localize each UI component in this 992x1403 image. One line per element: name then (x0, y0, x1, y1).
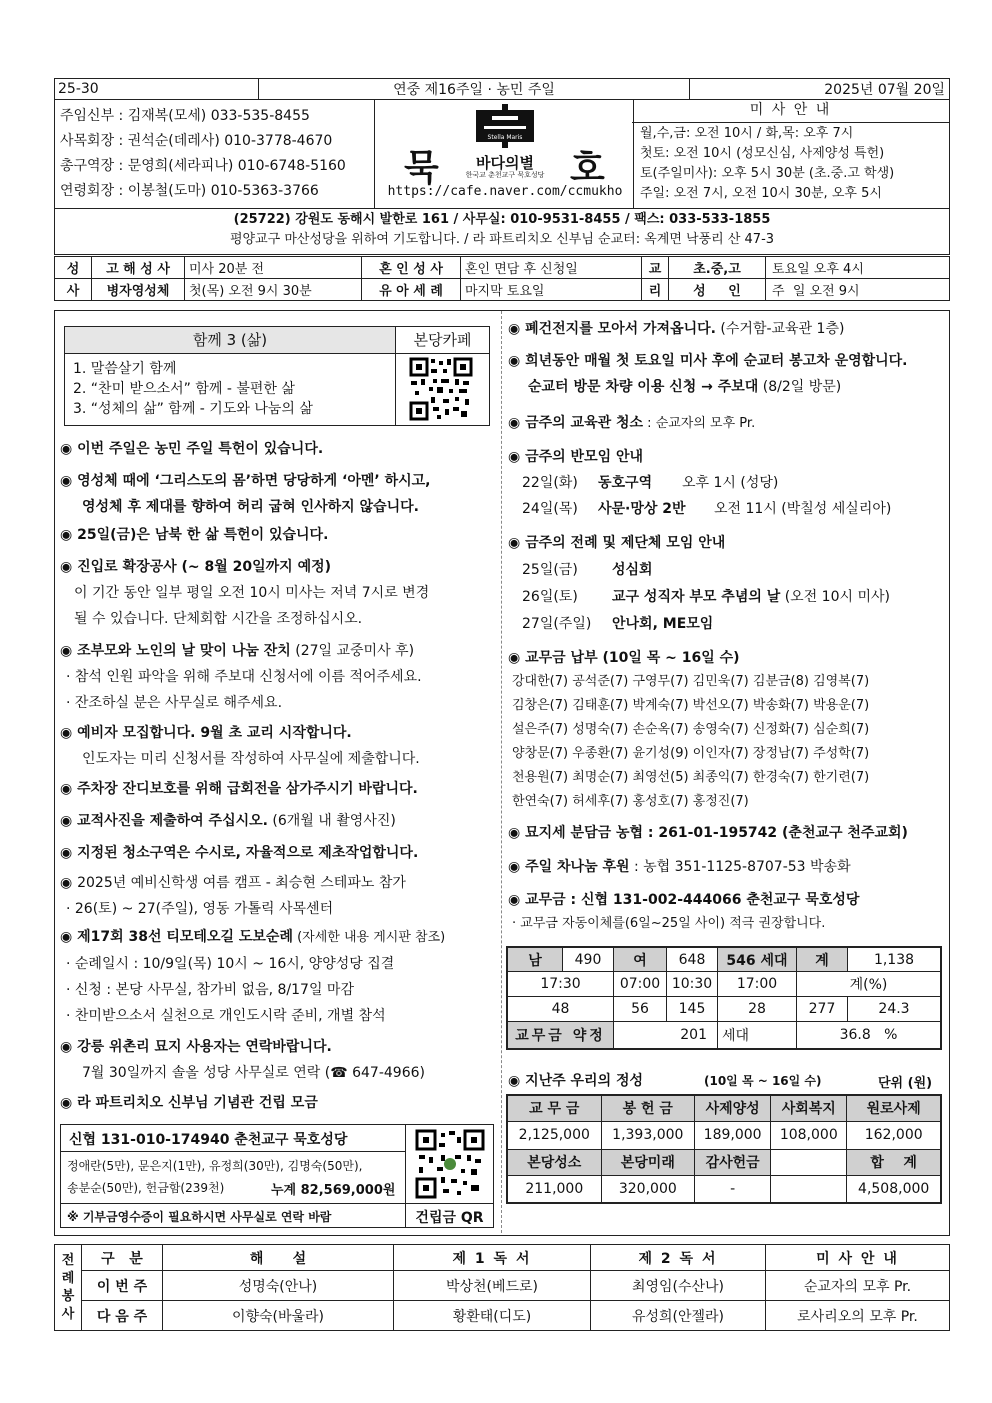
offering-value: 162,000 (847, 1121, 941, 1149)
liturgy-service-table (54, 1244, 950, 1331)
notice-item: ◉ 지정된 청소구역은 수시로, 자율적으로 제초작업합니다. (60, 845, 419, 861)
mass-line-weekday: 월,수,금: 오전 10시 / 화,목: 오후 7시 (640, 126, 854, 141)
header-bar (54, 78, 950, 100)
mass-count: 48 (507, 997, 614, 1022)
parish-logo (380, 104, 628, 204)
notice-item: ◉ 라 파트리치오 신부님 기념관 건립 모금 (60, 1095, 318, 1111)
sacrament-side: 성 (55, 257, 92, 279)
offering-header: 사제양성 (695, 1095, 771, 1121)
notice-item: ◉ 폐건전지를 모아서 가져옵니다. (수거함-교육관 1층) (508, 321, 845, 337)
mass-title: 미 사 안 내 (749, 102, 832, 118)
notice-item: ◉ 묘지세 분담금 농협 : 261-01-195742 (춘천교구 천주교회) (508, 825, 908, 841)
mass-title-box (632, 100, 949, 123)
service-reader-2: 최영임(수산나) (591, 1271, 766, 1301)
offering-value: 108,000 (771, 1121, 847, 1149)
address-line: (25722) 강원도 동해시 발한로 161 / 사무실: 010-9531-8455 / 팩스: 033-533-1855 (233, 212, 771, 227)
sick-communion-label: 병자영성체 (92, 279, 185, 301)
sacrament-table (54, 256, 950, 301)
staff-district-head: 총구역장 : 문영희(세라피나) 010-6748-5160 (60, 158, 346, 174)
service-mass-group: 순교자의 모후 Pr. (766, 1271, 950, 1301)
youth-value: 토요일 오후 4시 (766, 257, 950, 279)
church-emblem-icon (472, 104, 538, 148)
adult-value: 주 일 오전 9시 (766, 279, 950, 301)
logo-brand: 바다의별 (476, 154, 534, 172)
offering-value: 211,000 (507, 1175, 601, 1203)
stat-total-label: 계 (797, 947, 848, 972)
fund-qr-code-icon[interactable] (415, 1129, 485, 1199)
notice-item: ◉ 금주의 반모임 안내 22일(화) 동호구역 오후 1시 (성당) 24일(목) 사문·망상 2반 오전 11시 (박칠성 세실리아) (508, 449, 892, 517)
offering-total-label: 합 계 (847, 1149, 941, 1175)
offering-total: 4,508,000 (847, 1175, 941, 1203)
offering-header: 교 무 금 (507, 1095, 601, 1121)
notice-item: ◉ 예비자 모집합니다. 9월 초 교리 시작합니다. 인도자는 미리 신청서를 작성하여 사무실에 제출합니다. (60, 725, 420, 767)
offering-header: 원로사제 (847, 1095, 941, 1121)
svg-text:Stella Maris: Stella Maris (487, 134, 523, 141)
mass-time: 10:30 (667, 972, 718, 997)
service-mass-group: 로사리오의 모후 Pr. (766, 1301, 950, 1331)
address-box (54, 208, 950, 255)
staff-funeral-head: 연령회장 : 이봉철(도마) 010-5363-3766 (60, 183, 319, 199)
confession-value: 미사 20분 전 (185, 257, 362, 279)
cafe-qr-label: 본당카페 (396, 327, 489, 354)
attendance-table (506, 946, 942, 1050)
mass-count: 56 (614, 997, 667, 1022)
sacrament-side-2: 사 (55, 279, 92, 301)
together-item: 1. 말씀살기 함께 (73, 361, 177, 377)
notice-item: ◉ 희년동안 매월 첫 토요일 미사 후에 순교터 봉고차 운영합니다. 순교터 방문 차량 이용 신청 → 주보대 (8/2일 방문) (508, 353, 908, 395)
notice-item: ◉ 이번 주일은 농민 주일 특헌이 있습니다. (60, 441, 324, 457)
mass-count-total: 277 (797, 997, 848, 1022)
logo-brand-sub: 한국교 춘천교구 묵호성당 (465, 171, 545, 179)
stat-male: 490 (563, 947, 614, 972)
notice-item: ◉ 교무금 납부 (10일 목 ~ 16일 수) 강대한(7) 공석준(7) 구영무(7) 김민욱(7) 김분금(8) 김영복(7) 김창은(7) 김태훈(7) 박계숙(7) 박선오(7) 박송화(7) 박용운(7) 설은주(7) 성명숙(7) 손순옥(7) 송영숙(7) 신정화(7) 심순희(7) 양창문(7) 우종환(7) 윤기성(9) 이인자(7) 장정남(7) 주성학(7) 천용원(7) 최명순(7) 최영선(5) 최종익(7) 한경숙(7) 한기련(7) 한연숙(7) 허세후(7) 홍성호(7) 홍정진(7) (508, 650, 870, 809)
mass-time: 17:00 (718, 972, 797, 997)
fund-donors-1: 정애란(5만), 문은지(1만), 유정희(30만), 김명숙(50만), (67, 1159, 363, 1173)
stat-female-label: 여 (614, 947, 667, 972)
mass-line-first-sat: 첫토: 오전 10시 (성모신심, 사제양성 특헌) (640, 146, 885, 161)
notice-item: ◉ 주일 차나눔 후원 : 농협 351-1125-8707-53 박송화 (508, 859, 851, 875)
notice-item: ◉ 영성체 때에 ‘그리스도의 몸’하면 당당하게 ‘아멘’ 하시고, 영성체 후 제대를 향하여 허리 굽혀 인사하지 않습니다. (60, 473, 431, 515)
together-box (64, 326, 490, 426)
marriage-label: 혼 인 성 사 (362, 257, 461, 279)
mass-time: 07:00 (614, 972, 667, 997)
stat-total: 1,138 (848, 947, 942, 972)
service-side: 전 례 봉 사 (55, 1245, 82, 1331)
notice-item: ◉ 금주의 교육관 청소 : 순교자의 모후 Pr. (508, 415, 756, 431)
service-head: 해 설 (163, 1245, 394, 1271)
fund-receipt-note: ※ 기부금영수증이 필요하시면 사무실로 연락 바람 (67, 1210, 332, 1224)
notice-item: ◉ 조부모와 노인의 날 맞이 나눔 잔치 (27일 교중미사 후) · 참석 인원 파악을 위해 주보대 신청서에 이름 적어주세요. · 잔조하실 분은 사무실로 해주세요. (60, 643, 422, 711)
notice-item: ◉ 교무금 : 신협 131-002-444066 춘천교구 묵호성당 · 교무금 자동이체를(6일~25일 사이) 적극 권장합니다. (508, 892, 860, 931)
mass-count-pct: 24.3 (848, 997, 942, 1022)
issue-number: 25-30 (55, 79, 259, 100)
offering-value: - (695, 1175, 771, 1203)
service-commentator: 이향숙(바울라) (163, 1301, 394, 1331)
service-reader-1: 박상천(베드로) (394, 1271, 591, 1301)
mass-count: 28 (718, 997, 797, 1022)
fund-total: 누계 82,569,000원 (271, 1183, 396, 1198)
offering-value: 2,125,000 (507, 1121, 601, 1149)
fund-donors-2: 송분순(50만), 헌금함(239천) (67, 1181, 225, 1195)
mass-time: 17:30 (507, 972, 614, 997)
infant-baptism-value: 마지막 토요일 (461, 279, 642, 301)
service-next-week: 다 음 주 (82, 1301, 163, 1331)
logo-right-char: 호 (570, 147, 605, 189)
offering-header-empty (771, 1149, 847, 1175)
service-head: 제 1 독 서 (394, 1245, 591, 1271)
youth-label: 초.중,고 (669, 257, 766, 279)
stat-female: 648 (667, 947, 718, 972)
offering-header: 본당미래 (601, 1149, 694, 1175)
service-this-week: 이 번 주 (82, 1271, 163, 1301)
notice-item: ◉ 강릉 위촌리 묘지 사용자는 연락바랍니다. 7월 30일까지 솔올 성당 사무실로 연락 (☎ 647-4966) (60, 1039, 425, 1081)
service-commentator: 성명숙(안나) (163, 1271, 394, 1301)
pledge-households: 201 (614, 1022, 718, 1049)
catechism-side: 교 (642, 257, 669, 279)
offering-table (506, 1094, 942, 1204)
notice-item: ◉ 제17회 38선 티모테오길 도보순례 (자세한 내용 게시판 참조) · 순례일시 : 10/9일(목) 10시 ~ 16시, 양양성당 집결 · 신청 : 본당 사무실, 참가비 없음, 8/17일 마감 · 찬미받으소서 실천으로 개인도시락 준비, 개별 참석 (60, 929, 446, 1024)
stat-male-label: 남 (507, 947, 563, 972)
qr-code-icon[interactable] (409, 357, 473, 421)
mass-schedule (640, 124, 894, 204)
pledge-label: 교무금 약정 (507, 1022, 614, 1049)
memorial-fund-box (60, 1124, 494, 1228)
notice-item: ◉ 진입로 확장공사 (~ 8월 20일까지 예정) 이 기간 동안 일부 평일 오전 10시 미사는 저녁 7시로 변경 될 수 있습니다. 단체회합 시간을 조정하십시오. (60, 559, 430, 627)
total-pct-label: 계(%) (797, 972, 942, 997)
notice-item: ◉ 25일(금)은 남북 한 삶 특헌이 있습니다. (60, 527, 329, 543)
fund-qr-label: 건립금 QR (415, 1210, 484, 1226)
offering-value: 1,393,000 (601, 1121, 694, 1149)
column-divider (501, 311, 503, 1233)
cafe-url[interactable]: https://cafe.naver.com/ccmukho (387, 184, 623, 199)
sick-communion-value: 첫(목) 오전 9시 30분 (185, 279, 362, 301)
notice-item: ◉ 교적사진을 제출하여 주십시오. (6개월 내 촬영사진) (60, 813, 396, 829)
offering-unit: 단위 (원) (878, 1076, 933, 1091)
offering-period: (10일 목 ~ 16일 수) (704, 1074, 822, 1088)
service-head: 미 사 안 내 (766, 1245, 950, 1271)
offering-title: ◉ 지난주 우리의 정성 (508, 1073, 644, 1089)
offering-header: 사회복지 (771, 1095, 847, 1121)
notice-item: ◉ 금주의 전례 및 제단체 모임 안내 25일(금) 성심회 26일(토) 교구 성직자 부모 추념의 날 (오전 10시 미사) 27일(주일) 안나회, ME모임 (508, 535, 890, 632)
together-list (73, 359, 313, 419)
logo-left-char: 묵 (404, 147, 439, 189)
mass-count: 145 (667, 997, 718, 1022)
notice-item: ◉ 주차장 잔디보호를 위해 급회전을 삼가주시기 바랍니다. (60, 781, 418, 797)
together-item: 3. “성체의 삶” 함께 - 기도와 나눔의 삶 (73, 401, 313, 417)
offering-header: 감사헌금 (695, 1149, 771, 1175)
service-head: 구 분 (82, 1245, 163, 1271)
together-item: 2. “찬미 받으소서” 함께 - 불편한 삶 (73, 381, 295, 397)
pledge-unit: 세대 (718, 1022, 797, 1049)
catechism-side-2: 리 (642, 279, 669, 301)
bulletin-date: 2025년 07월 20일 (690, 79, 950, 100)
confession-label: 고 해 성 사 (92, 257, 185, 279)
stat-households: 546 세대 (718, 947, 797, 972)
prayer-line: 평양교구 마산성당을 위하여 기도합니다. / 라 파트리치오 신부님 순교터: 옥계면 낙풍리 산 47-3 (229, 232, 775, 247)
mass-line-saturday: 토(주일미사): 오후 5시 30분 (초.중.고 학생) (640, 166, 895, 181)
staff-council-head: 사목회장 : 권석순(데레사) 010-3778-4670 (60, 133, 333, 149)
service-head: 제 2 독 서 (591, 1245, 766, 1271)
fund-account: 신협 131-010-174940 춘천교구 묵호성당 (69, 1132, 348, 1148)
staff-pastor: 주임신부 : 김재복(모세) 033-535-8455 (60, 108, 310, 124)
left-notices (60, 438, 498, 1116)
pledge-pct: 36.8 % (797, 1022, 942, 1049)
adult-label: 성 인 (669, 279, 766, 301)
offering-value-empty (771, 1175, 847, 1203)
offering-header: 봉 헌 금 (601, 1095, 694, 1121)
notice-item: ◉ 2025년 예비신학생 여름 캠프 - 최승현 스테파노 참가 · 26(토) ~ 27(주일), 영동 가톨릭 사목센터 (60, 875, 406, 917)
offering-header: 본당성소 (507, 1149, 601, 1175)
offering-value: 189,000 (695, 1121, 771, 1149)
staff-list (60, 104, 346, 204)
service-reader-1: 황환태(디도) (394, 1301, 591, 1331)
offering-value: 320,000 (601, 1175, 694, 1203)
mass-line-sunday: 주일: 오전 7시, 오전 10시 30분, 오후 5시 (640, 186, 882, 201)
service-reader-2: 유성희(안젤라) (591, 1301, 766, 1331)
together-title: 함께 3 (삶) (65, 327, 396, 354)
marriage-value: 혼인 면담 후 신청일 (461, 257, 642, 279)
infant-baptism-label: 유 아 세 례 (362, 279, 461, 301)
bulletin-title: 연중 제16주일 · 농민 주일 (259, 79, 690, 100)
right-notices (508, 318, 944, 940)
